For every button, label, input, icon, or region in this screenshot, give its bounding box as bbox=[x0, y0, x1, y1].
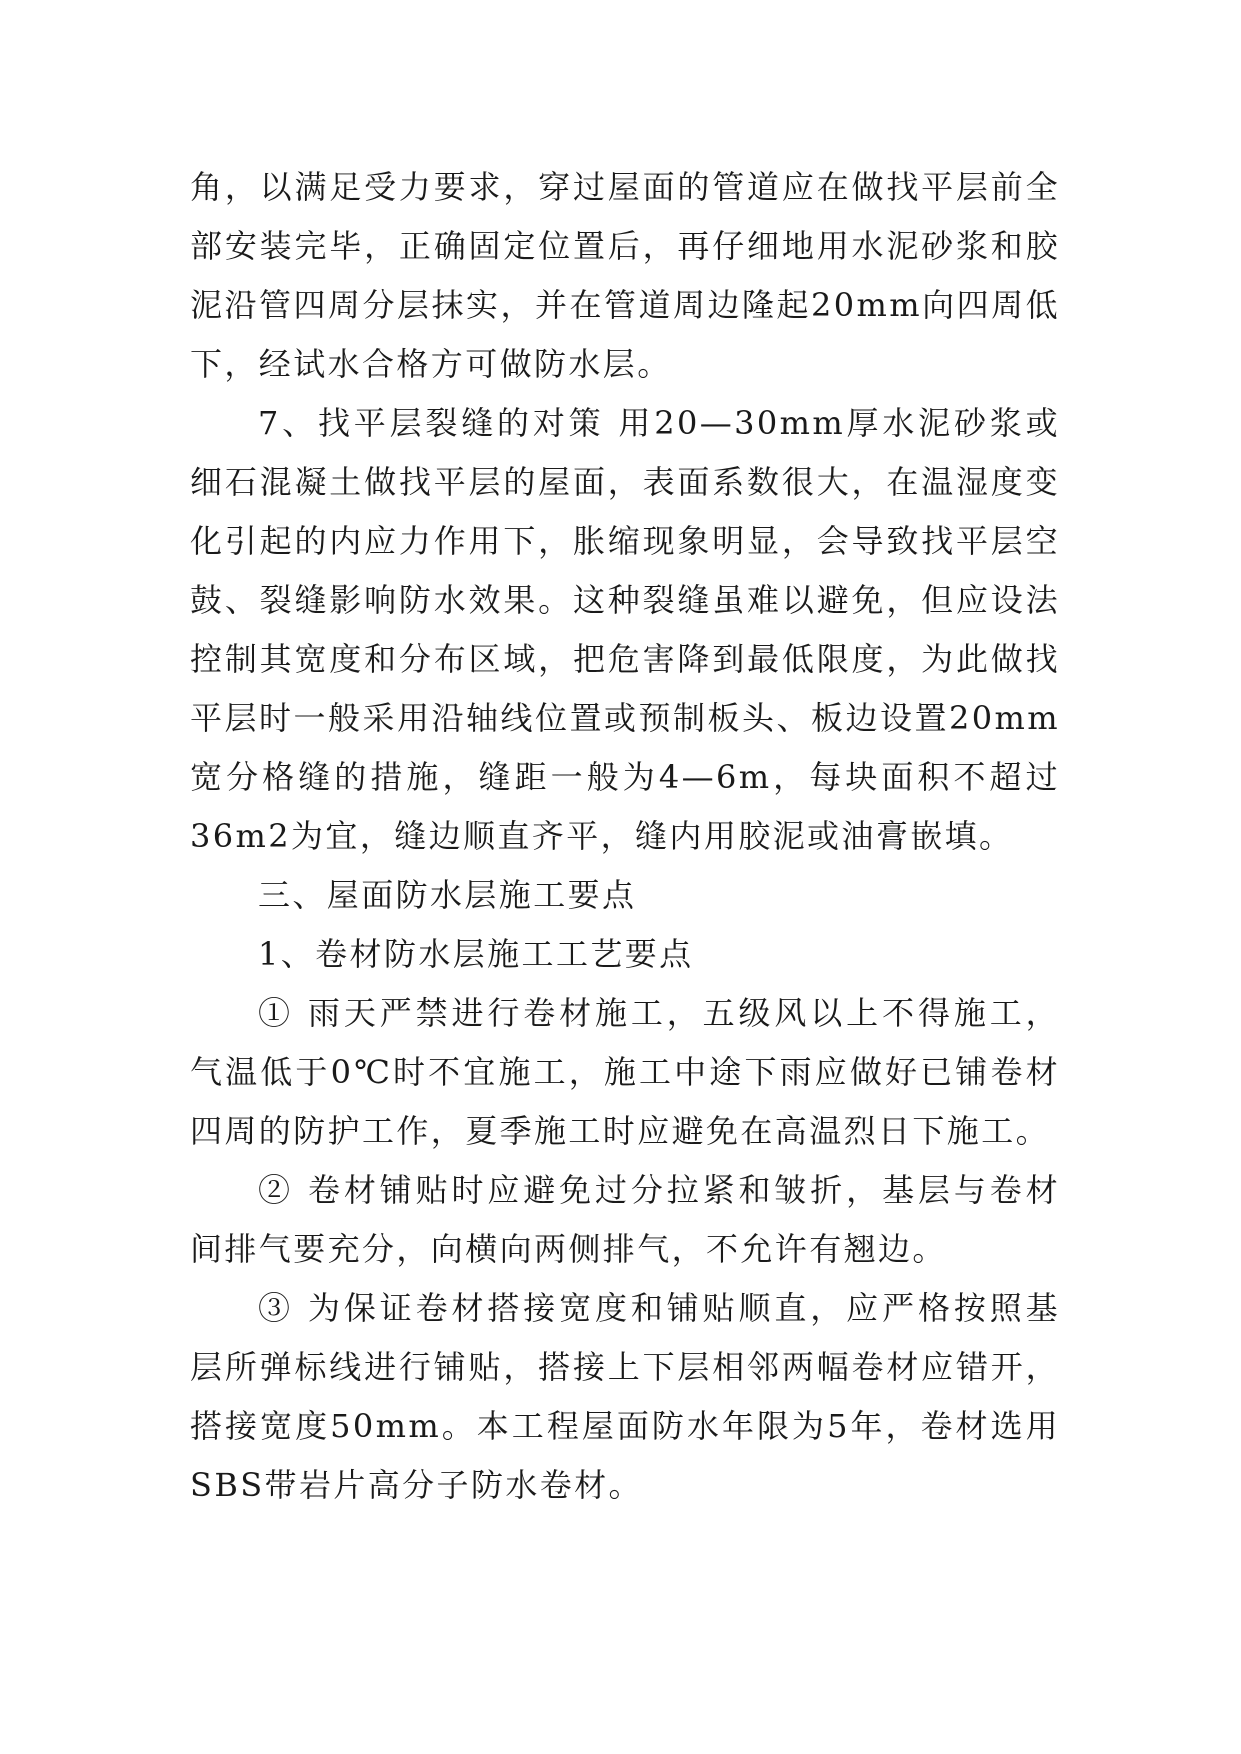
subheading-membrane-process: 1、卷材防水层施工工艺要点 bbox=[258, 935, 694, 973]
document-body bbox=[190, 158, 1060, 1515]
paragraph-pipe-penetration: 角，以满足受力要求，穿过屋面的管道应在做找平层前全部安装完毕，正确固定位置后，再仔细地用水泥砂浆和胶泥沿管四周分层抹实，并在管道周边隆起20mm向四周低下，经试水合格方可做防水层。 bbox=[190, 168, 1060, 383]
paragraph-item-3-overlap: ③ 为保证卷材搭接宽度和铺贴顺直，应严格按照基层所弹标线进行铺贴，搭接上下层相邻两幅卷材应错开，搭接宽度50mm。本工程屋面防水年限为5年，卷材选用SBS带岩片高分子防水卷材。 bbox=[190, 1289, 1060, 1504]
paragraph-leveling-crack-measures: 7、找平层裂缝的对策 用20—30mm厚水泥砂浆或细石混凝土做找平层的屋面，表面系数很大，在温湿度变化引起的内应力作用下，胀缩现象明显，会导致找平层空鼓、裂缝影响防水效果。这种裂缝虽难以避免，但应设法控制其宽度和分布区域，把危害降到最低限度，为此做找平层时一般采用沿轴线位置或预制板头、板边设置20mm宽分格缝的措施，缝距一般为4—6m，每块面积不超过36m2为宜，缝边顺直齐平，缝内用胶泥或油膏嵌填。 bbox=[190, 404, 1060, 855]
paragraph-item-1-weather: ① 雨天严禁进行卷材施工，五级风以上不得施工，气温低于0℃时不宜施工，施工中途下雨应做好已铺卷材四周的防护工作，夏季施工时应避免在高温烈日下施工。 bbox=[190, 994, 1060, 1150]
paragraph-item-2-laying: ② 卷材铺贴时应避免过分拉紧和皱折，基层与卷材间排气要充分，向横向两侧排气，不允许有翘边。 bbox=[190, 1171, 1060, 1268]
section-heading-roof-waterproofing: 三、屋面防水层施工要点 bbox=[258, 876, 637, 914]
